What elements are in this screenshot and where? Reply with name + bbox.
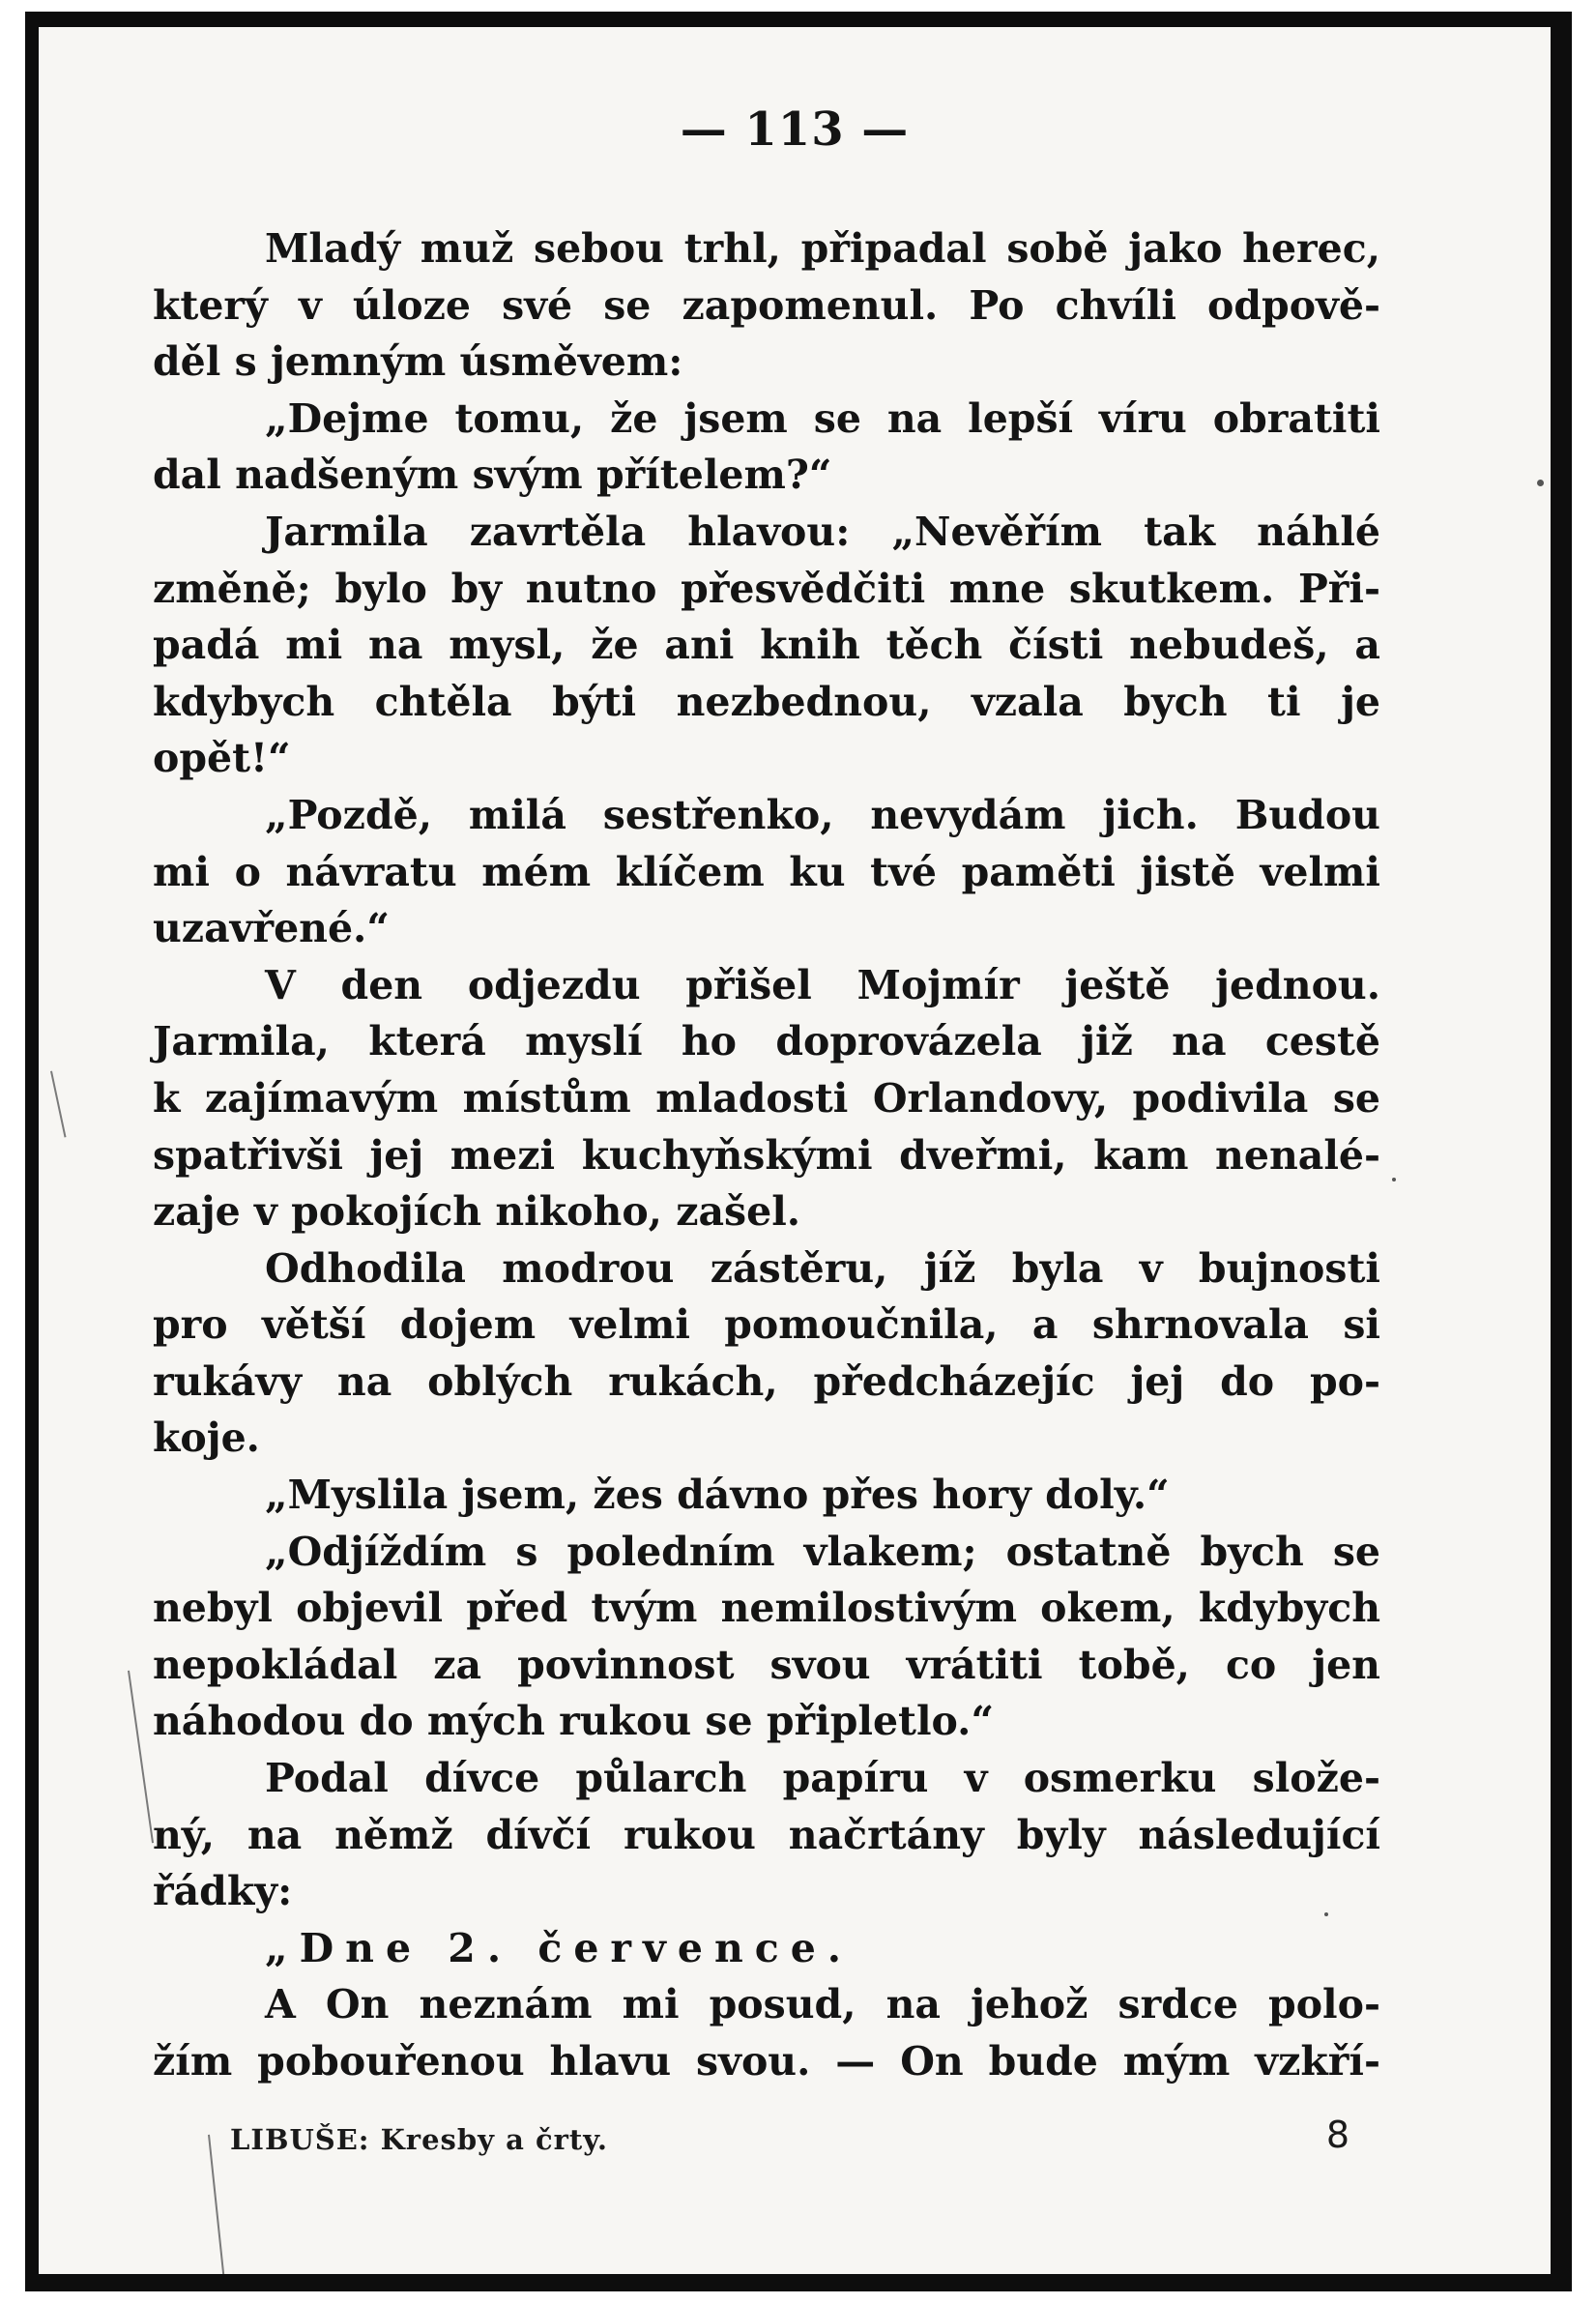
text-line: kdybych chtěla býti nezbednou, vzala bych ti je — [153, 678, 1380, 725]
text-line: rukávy na oblých rukách, předcházejíc jej do po- — [153, 1357, 1380, 1405]
scan-speck — [1324, 1912, 1328, 1916]
text-line: změně; bylo by nutno přesvědčiti mne skutkem. Při- — [153, 565, 1380, 612]
text-line: koje. — [153, 1414, 260, 1462]
text-line: k zajímavým místům mladosti Orlandovy, podivila se — [153, 1074, 1380, 1122]
text-line: ný, na němž dívčí rukou načrtány byly následující — [153, 1811, 1380, 1858]
text-line: Odhodila modrou zástěru, jíž byla v bujnosti — [265, 1244, 1380, 1292]
text-line: Jarmila, která myslí ho doprovázela již na cestě — [153, 1018, 1380, 1065]
text-line: dal nadšeným svým přítelem?“ — [153, 452, 832, 499]
text-line: „Dne 2. července. — [265, 1924, 854, 1971]
text-line: A On neznám mi posud, na jehož srdce polo- — [265, 1981, 1380, 2028]
text-line: náhodou do mých rukou se připletlo.“ — [153, 1698, 995, 1745]
footer-signature-title: LIBUŠE: Kresby a črty. — [230, 2123, 608, 2156]
scanned-page — [25, 12, 1572, 2291]
text-line: „Odjíždím s poledním vlakem; ostatně bych se — [265, 1528, 1380, 1575]
text-line: mi o návratu mém klíčem ku tvé paměti jistě velmi — [153, 848, 1380, 895]
scan-speck — [1392, 1178, 1396, 1181]
scan-scratch — [128, 1671, 154, 1844]
text-line: opět!“ — [153, 735, 291, 782]
text-line: „Dejme tomu, že jsem se na lepší víru obratiti — [265, 394, 1380, 442]
text-line: nebyl objevil před tvým nemilostivým okem, kdybych — [153, 1585, 1380, 1632]
text-line: spatřivši jej mezi kuchyňskými dveřmi, kam nenalé- — [153, 1131, 1380, 1179]
text-line: V den odjezdu přišel Mojmír ještě jednou. — [265, 961, 1380, 1008]
scan-speck — [1537, 480, 1544, 486]
page-footer — [230, 2114, 1349, 2162]
text-line: pro větší dojem velmi pomoučnila, a shrnovala si — [153, 1301, 1380, 1349]
text-line: řádky: — [153, 1868, 293, 1915]
text-line: který v úloze své se zapomenul. Po chvíli odpově- — [153, 281, 1380, 329]
scan-scratch — [208, 2135, 227, 2291]
body-text — [153, 220, 1380, 2090]
text-line: Podal dívce půlarch papíru v osmerku slože- — [265, 1755, 1380, 1802]
scan-scratch — [50, 1071, 67, 1138]
footer-sheet-number: 8 — [1325, 2114, 1349, 2156]
page-number: — 113 — — [680, 102, 910, 157]
text-line: děl s jemným úsměvem: — [153, 338, 683, 386]
book-page — [39, 27, 1551, 2274]
text-line: uzavřené.“ — [153, 905, 390, 952]
text-line: „Pozdě, milá sestřenko, nevydám jich. Budou — [265, 791, 1380, 838]
text-line: zaje v pokojích nikoho, zašel. — [153, 1188, 801, 1236]
text-line: „Myslila jsem, žes dávno přes hory doly.“ — [265, 1472, 1170, 1519]
text-line: Mladý muž sebou trhl, připadal sobě jako herec, — [265, 225, 1380, 272]
text-line: Jarmila zavrtěla hlavou: „Nevěřím tak náhlé — [265, 508, 1380, 555]
text-line: nepokládal za povinnost svou vrátiti tobě, co jen — [153, 1641, 1380, 1688]
text-line: žím pobouřenou hlavu svou. — On bude mým vzkří- — [153, 2038, 1380, 2085]
text-line: padá mi na mysl, že ani knih těch čísti nebudeš, a — [153, 622, 1380, 669]
